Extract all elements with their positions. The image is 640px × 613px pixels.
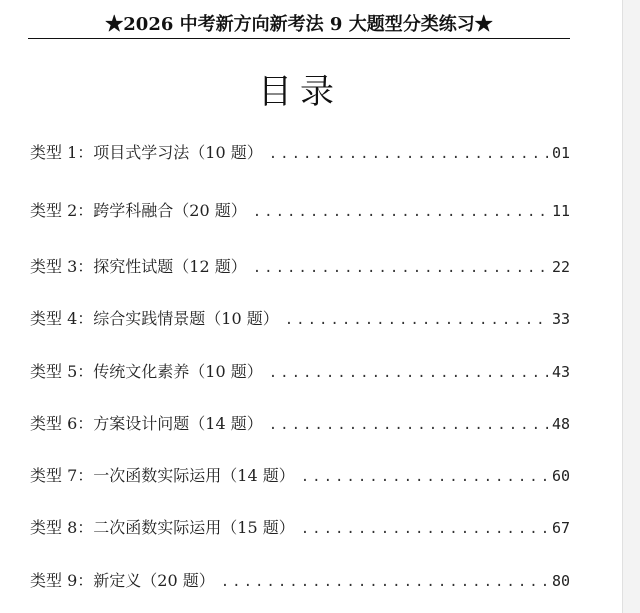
toc-entry-label: 类型 5：传统文化素养（10 题） (30, 361, 263, 381)
dot-leader (253, 260, 548, 276)
toc-entry-6[interactable] (30, 411, 570, 463)
dot-leader (301, 521, 548, 537)
dot-leader (269, 417, 548, 433)
toc-entry-5[interactable] (30, 359, 570, 411)
dot-leader (301, 469, 548, 485)
toc-entry-label: 类型 9：新定义（20 题） (30, 570, 215, 590)
vertical-scrollbar[interactable] (622, 0, 640, 613)
toc-entry-page: 11 (551, 202, 570, 220)
toc-entry-1[interactable] (30, 140, 570, 198)
toc-entry-label: 类型 3：探究性试题（12 题） (30, 257, 247, 276)
toc-entry-3[interactable] (30, 254, 570, 306)
toc-list (30, 140, 570, 613)
toc-entry-label: 类型 8：二次函数实际运用（15 题） (30, 518, 295, 538)
toc-entry-label: 类型 4：综合实践情景题（10 题） (30, 309, 279, 329)
toc-entry-2[interactable] (30, 198, 570, 254)
dot-leader (269, 365, 548, 381)
toc-entry-page: 01 (551, 144, 570, 162)
toc-entry-4[interactable] (30, 306, 570, 358)
toc-entry-7[interactable] (30, 463, 570, 515)
toc-entry-page: 33 (551, 310, 570, 329)
dot-leader (253, 204, 548, 220)
dot-leader (285, 312, 548, 328)
toc-title: 目录 (258, 72, 342, 112)
dot-leader (269, 146, 548, 162)
toc-entry-page: 80 (551, 571, 570, 590)
dot-leader (221, 574, 548, 590)
document-header: ★2026 中考新方向新考法 9 大题型分类练习★ (28, 12, 570, 39)
toc-entry-label: 类型 7：一次函数实际运用（14 题） (30, 466, 295, 486)
toc-entry-page: 43 (551, 362, 570, 381)
toc-entry-page: 48 (551, 414, 570, 433)
toc-entry-page: 22 (551, 258, 570, 276)
toc-entry-label: 类型 1：项目式学习法（10 题） (30, 143, 263, 162)
toc-entry-page: 60 (551, 467, 570, 486)
toc-entry-9[interactable] (30, 568, 570, 613)
toc-entry-label: 类型 6：方案设计问题（14 题） (30, 413, 263, 433)
toc-entry-8[interactable] (30, 515, 570, 567)
toc-entry-page: 67 (551, 519, 570, 538)
toc-entry-label: 类型 2：跨学科融合（20 题） (30, 201, 247, 220)
